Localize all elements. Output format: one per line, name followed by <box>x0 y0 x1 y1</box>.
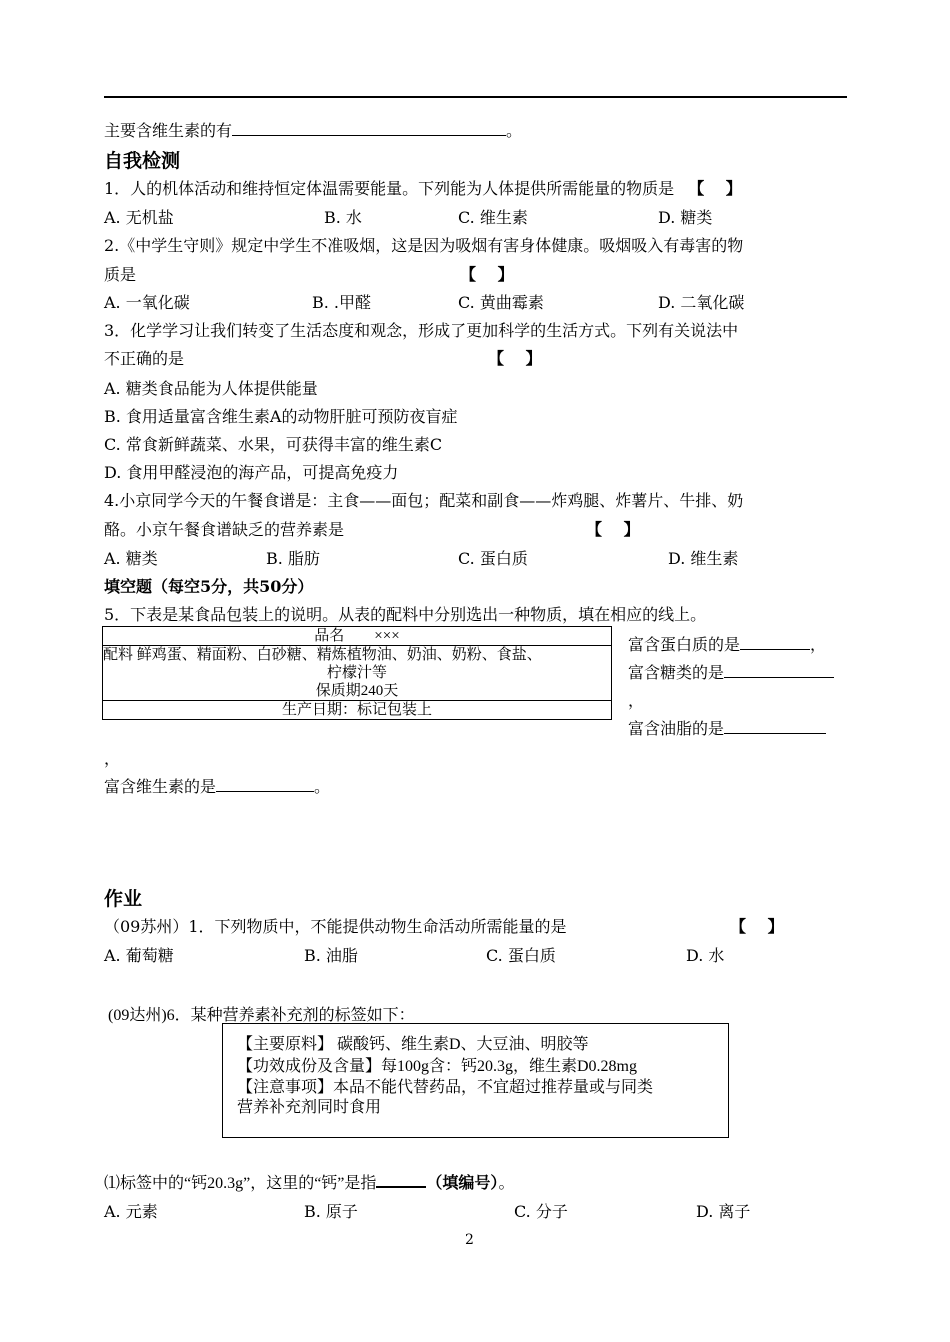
sub-question-1: ⑴标签中的“钙20.3g”，这里的“钙”是指 （填编号）。 <box>104 1170 514 1193</box>
answer-bracket[interactable]: 【 】 <box>688 179 742 198</box>
food-label-table <box>102 626 612 720</box>
table-row-date: 生产日期：标记包装上 <box>281 702 432 718</box>
supplement-label-box <box>222 1023 729 1138</box>
question-1: 1．人的机体活动和维持恒定体温需要能量。下列能为人体提供所需能量的物质是 【 】 <box>104 179 742 198</box>
answer-blank[interactable] <box>724 717 826 734</box>
option-a[interactable]: A. 元素 <box>104 1202 158 1221</box>
option-a[interactable]: A. 无机盐 <box>104 208 174 227</box>
option-b[interactable]: B. 水 <box>324 208 362 227</box>
label-line-notice-cont: 营养补充剂同时食用 <box>237 1099 382 1116</box>
table-row-ingredients: 配料 鲜鸡蛋、精面粉、白砂糖、精炼植物油、奶油、奶粉、食盐、 柠檬汁等 保质期240天 <box>103 646 611 701</box>
option-d[interactable]: D. 水 <box>686 946 725 965</box>
header-rule <box>104 96 847 98</box>
table-row-name: 品名 ××× <box>103 627 611 646</box>
option-b[interactable]: B. 食用适量富含维生素A的动物肝脏可预防夜盲症 <box>104 407 458 426</box>
answer-blank[interactable] <box>376 1170 426 1188</box>
option-c[interactable]: C. 黄曲霉素 <box>458 293 544 312</box>
question-3-line1: 3．化学学习让我们转变了生活态度和观念，形成了更加科学的生活方式。下列有关说法中 <box>104 321 739 340</box>
question-2-line1: 2.《中学生守则》规定中学生不准吸烟，这是因为吸烟有害身体健康。吸烟吸入有毒害的物 <box>104 236 744 255</box>
homework-question-1: （09苏州）1．下列物质中，不能提供动物生命活动所需能量的是 <box>104 917 567 936</box>
option-d[interactable]: D. 糖类 <box>658 208 713 227</box>
option-d[interactable]: D. 离子 <box>696 1202 751 1221</box>
option-d[interactable]: D. 二氧化碳 <box>658 293 745 312</box>
option-b[interactable]: B. .甲醛 <box>312 293 372 312</box>
blank-fat-comma: ， <box>104 749 121 768</box>
label-line-content: 【功效成份及含量】每100g含：钙20.3g，维生素D0.28mg <box>237 1058 638 1075</box>
blank-sugar: 富含糖类的是 <box>628 660 834 683</box>
option-a[interactable]: A. 葡萄糖 <box>104 946 174 965</box>
answer-blank[interactable] <box>724 661 834 678</box>
section-self-check: 自我检测 <box>104 150 181 172</box>
question-4-line2: 酪。小京午餐食谱缺乏的营养素是 <box>104 520 345 539</box>
blank-protein: 富含蛋白质的是 ， <box>628 635 827 654</box>
option-b[interactable]: B. 原子 <box>304 1202 358 1221</box>
answer-blank[interactable] <box>232 119 506 136</box>
option-a[interactable]: A. 一氧化碳 <box>104 293 190 312</box>
option-c[interactable]: C. 维生素 <box>458 208 528 227</box>
answer-bracket[interactable]: 【 】 <box>730 917 784 936</box>
question-4-line1: 4.小京同学今天的午餐食谱是：主食——面包；配菜和副食——炸鸡腿、炸薯片、牛排、奶 <box>104 491 744 510</box>
option-d[interactable]: D. 食用甲醛浸泡的海产品，可提高免疫力 <box>104 463 399 482</box>
option-c[interactable]: C. 常食新鲜蔬菜、水果，可获得丰富的维生素C <box>104 435 443 454</box>
option-b[interactable]: B. 油脂 <box>304 946 358 965</box>
answer-blank[interactable] <box>216 775 314 792</box>
homework-question-6: (09达州)6．某种营养素补充剂的标签如下： <box>108 1007 415 1024</box>
option-b[interactable]: B. 脂肪 <box>266 549 320 568</box>
answer-bracket[interactable]: 【 】 <box>586 520 640 539</box>
section-homework: 作业 <box>104 888 143 910</box>
question-2-line2: 质是 <box>104 265 137 284</box>
option-c[interactable]: C. 蛋白质 <box>486 946 556 965</box>
blank-sugar-comma: ， <box>628 691 645 710</box>
answer-blank[interactable] <box>740 633 810 650</box>
option-a[interactable]: A. 糖类 <box>104 549 158 568</box>
option-c[interactable]: C. 蛋白质 <box>458 549 528 568</box>
label-line-ingredients: 【主要原料】 碳酸钙、维生素D、大豆油、明胶等 <box>237 1036 589 1053</box>
question-3-line2: 不正确的是 <box>104 349 185 368</box>
blank-vitamin: 富含维生素的是 。 <box>104 777 331 796</box>
page-number: 2 <box>465 1232 474 1248</box>
option-c[interactable]: C. 分子 <box>514 1202 568 1221</box>
option-d[interactable]: D. 维生素 <box>668 549 739 568</box>
blank-fat: 富含油脂的是 <box>628 716 826 739</box>
vitamin-line: 主要含维生素的有 。 <box>104 121 523 140</box>
option-a[interactable]: A. 糖类食品能为人体提供能量 <box>104 379 318 398</box>
answer-bracket[interactable]: 【 】 <box>460 265 514 284</box>
answer-bracket[interactable]: 【 】 <box>488 349 542 368</box>
question-5: 5．下表是某食品包装上的说明。从表的配料中分别选出一种物质，填在相应的线上。 <box>104 605 707 624</box>
fill-in-heading: 填空题（每空5分，共50分） <box>104 577 314 596</box>
label-line-notice: 【注意事项】本品不能代替药品，不宜超过推荐量或与同类 <box>237 1079 654 1096</box>
